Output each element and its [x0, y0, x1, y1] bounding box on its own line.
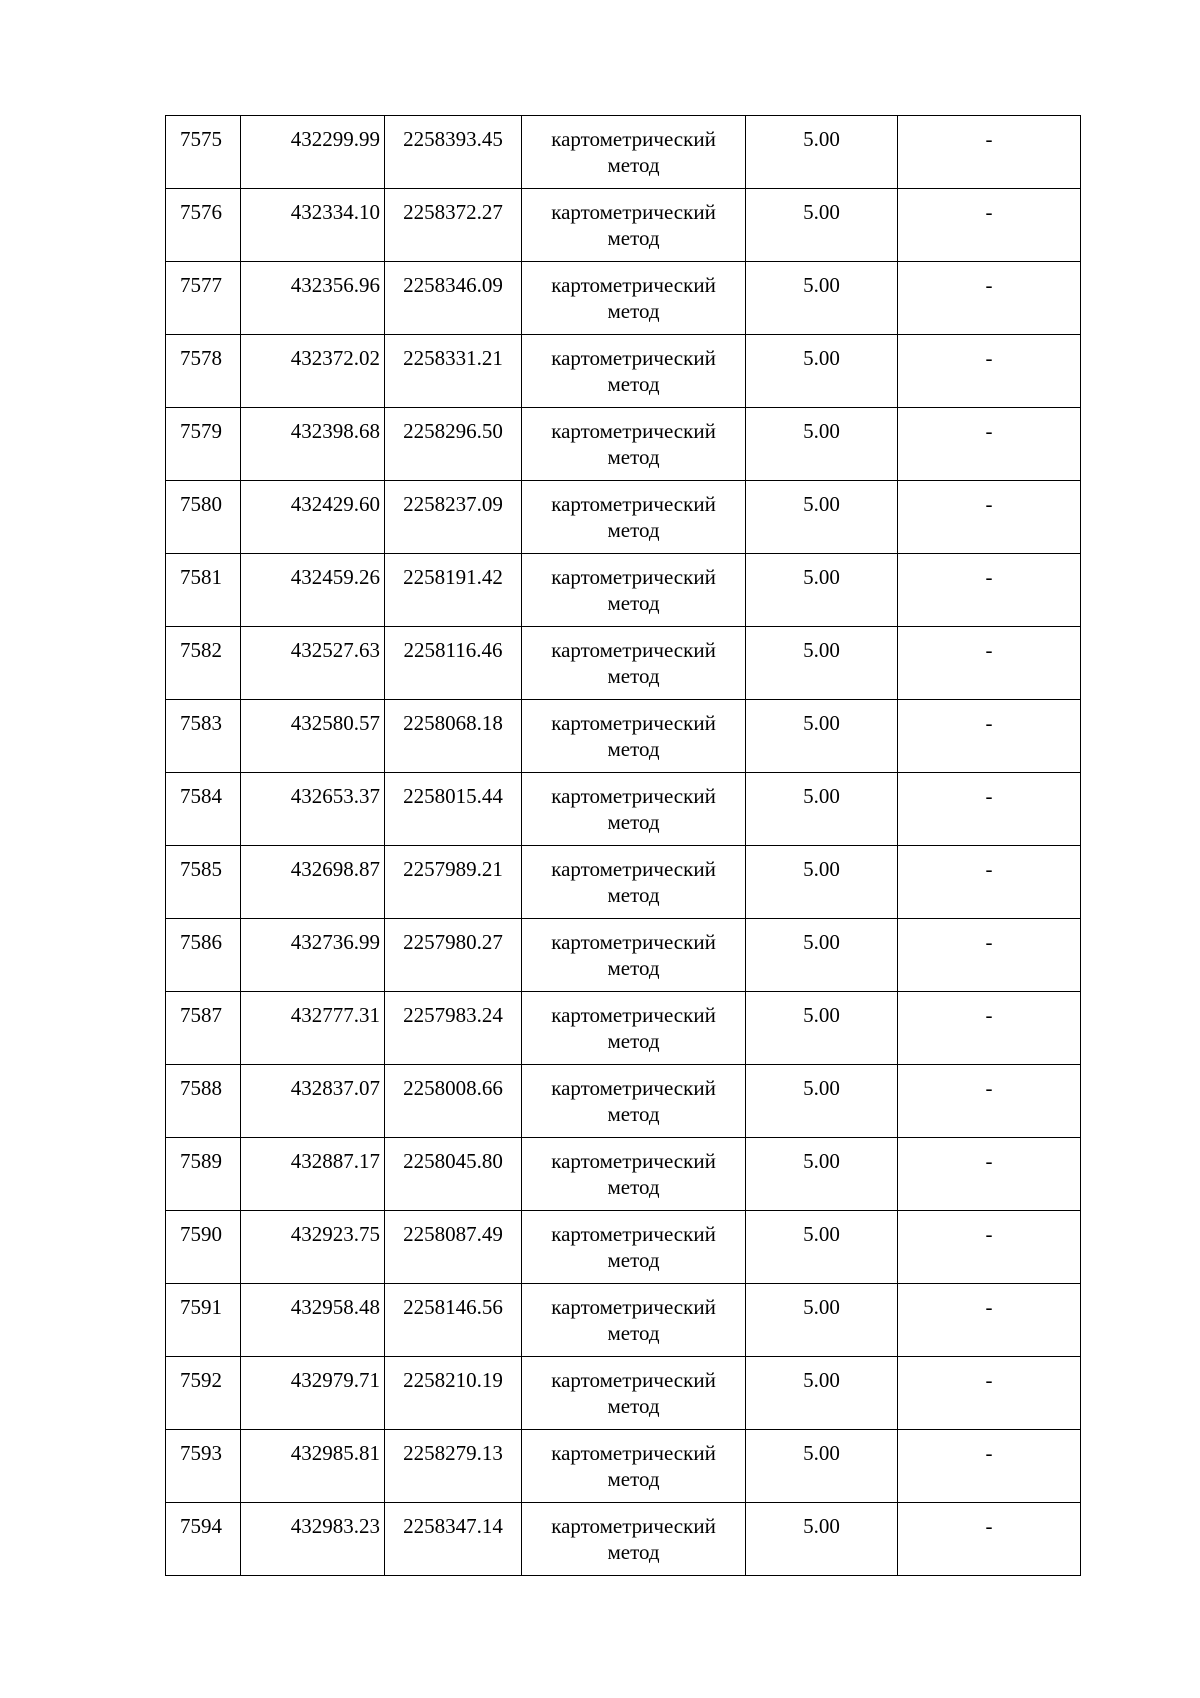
method-cell — [522, 992, 746, 1065]
method-text-line2: метод — [607, 1467, 660, 1491]
y-coordinate-cell — [385, 1503, 522, 1576]
description-text: - — [985, 1514, 993, 1538]
method-text-line1: картометрический — [551, 1003, 716, 1027]
y-coordinate-cell — [385, 992, 522, 1065]
description-text: - — [985, 784, 993, 808]
method-text-line1: картометрический — [551, 273, 716, 297]
point-number-text: 7575 — [180, 127, 222, 151]
method-cell — [522, 481, 746, 554]
method-text-line2: метод — [607, 1102, 660, 1126]
method-text-line1: картометрический — [551, 200, 716, 224]
method-cell — [522, 1503, 746, 1576]
x-coordinate-text: 432777.31 — [290, 1003, 380, 1027]
table-row — [166, 1065, 1081, 1138]
description-cell — [898, 1065, 1081, 1138]
accuracy-text: 5.00 — [803, 273, 840, 297]
table-row — [166, 992, 1081, 1065]
y-coordinate-text: 2258393.45 — [403, 127, 503, 151]
description-text: - — [985, 1441, 993, 1465]
point-number-cell — [166, 262, 241, 335]
y-coordinate-text: 2258146.56 — [403, 1295, 503, 1319]
accuracy-text: 5.00 — [803, 1295, 840, 1319]
description-text: - — [985, 127, 993, 151]
y-coordinate-text: 2258210.19 — [403, 1368, 503, 1392]
y-coordinate-cell — [385, 1284, 522, 1357]
table-row — [166, 1284, 1081, 1357]
accuracy-cell — [746, 1430, 898, 1503]
accuracy-cell — [746, 700, 898, 773]
x-coordinate-text: 432958.48 — [290, 1295, 380, 1319]
point-number-cell — [166, 335, 241, 408]
point-number-text: 7591 — [180, 1295, 222, 1319]
method-text-line2: метод — [607, 1248, 660, 1272]
description-cell — [898, 262, 1081, 335]
method-text-line2: метод — [607, 518, 660, 542]
method-cell — [522, 1284, 746, 1357]
method-text-line1: картометрический — [551, 784, 716, 808]
y-coordinate-cell — [385, 481, 522, 554]
method-text-line2: метод — [607, 226, 660, 250]
x-coordinate-cell — [241, 116, 385, 189]
description-cell — [898, 1138, 1081, 1211]
x-coordinate-cell — [241, 1430, 385, 1503]
y-coordinate-text: 2258068.18 — [403, 711, 503, 735]
description-cell — [898, 773, 1081, 846]
description-cell — [898, 554, 1081, 627]
y-coordinate-text: 2258237.09 — [403, 492, 503, 516]
x-coordinate-cell — [241, 1503, 385, 1576]
point-number-cell — [166, 700, 241, 773]
method-text-line1: картометрический — [551, 638, 716, 662]
accuracy-cell — [746, 1211, 898, 1284]
description-text: - — [985, 1368, 993, 1392]
y-coordinate-cell — [385, 1357, 522, 1430]
x-coordinate-text: 432334.10 — [290, 200, 380, 224]
point-number-cell — [166, 846, 241, 919]
description-cell — [898, 189, 1081, 262]
method-text-line2: метод — [607, 1394, 660, 1418]
point-number-cell — [166, 1211, 241, 1284]
point-number-cell — [166, 1503, 241, 1576]
point-number-cell — [166, 554, 241, 627]
x-coordinate-text: 432356.96 — [290, 273, 380, 297]
y-coordinate-text: 2257989.21 — [403, 857, 503, 881]
method-text-line1: картометрический — [551, 1295, 716, 1319]
y-coordinate-cell — [385, 408, 522, 481]
accuracy-cell — [746, 335, 898, 408]
method-cell — [522, 1430, 746, 1503]
description-cell — [898, 1430, 1081, 1503]
method-cell — [522, 335, 746, 408]
accuracy-text: 5.00 — [803, 711, 840, 735]
description-cell — [898, 846, 1081, 919]
method-text-line1: картометрический — [551, 1441, 716, 1465]
accuracy-cell — [746, 189, 898, 262]
table-row — [166, 627, 1081, 700]
point-number-cell — [166, 481, 241, 554]
method-text-line1: картометрический — [551, 1076, 716, 1100]
y-coordinate-text: 2258346.09 — [403, 273, 503, 297]
y-coordinate-cell — [385, 773, 522, 846]
x-coordinate-cell — [241, 1211, 385, 1284]
y-coordinate-text: 2258296.50 — [403, 419, 503, 443]
point-number-cell — [166, 1065, 241, 1138]
accuracy-cell — [746, 919, 898, 992]
accuracy-text: 5.00 — [803, 419, 840, 443]
description-text: - — [985, 638, 993, 662]
description-text: - — [985, 711, 993, 735]
point-number-cell — [166, 919, 241, 992]
x-coordinate-text: 432299.99 — [290, 127, 380, 151]
y-coordinate-text: 2258191.42 — [403, 565, 503, 589]
table-body — [166, 116, 1081, 1576]
accuracy-cell — [746, 554, 898, 627]
table-row — [166, 1430, 1081, 1503]
table-row — [166, 335, 1081, 408]
x-coordinate-cell — [241, 1065, 385, 1138]
x-coordinate-text: 432398.68 — [290, 419, 380, 443]
accuracy-text: 5.00 — [803, 1514, 840, 1538]
accuracy-cell — [746, 1284, 898, 1357]
point-number-cell — [166, 1357, 241, 1430]
description-text: - — [985, 857, 993, 881]
method-text-line1: картометрический — [551, 419, 716, 443]
point-number-text: 7582 — [180, 638, 222, 662]
point-number-cell — [166, 116, 241, 189]
accuracy-text: 5.00 — [803, 346, 840, 370]
accuracy-cell — [746, 846, 898, 919]
method-cell — [522, 700, 746, 773]
point-number-text: 7594 — [180, 1514, 222, 1538]
method-cell — [522, 627, 746, 700]
method-text-line2: метод — [607, 956, 660, 980]
accuracy-cell — [746, 773, 898, 846]
description-cell — [898, 919, 1081, 992]
accuracy-text: 5.00 — [803, 127, 840, 151]
method-text-line2: метод — [607, 1540, 660, 1564]
method-cell — [522, 189, 746, 262]
point-number-text: 7586 — [180, 930, 222, 954]
point-number-text: 7593 — [180, 1441, 222, 1465]
x-coordinate-cell — [241, 773, 385, 846]
accuracy-cell — [746, 1503, 898, 1576]
y-coordinate-cell — [385, 1065, 522, 1138]
point-number-cell — [166, 627, 241, 700]
accuracy-cell — [746, 481, 898, 554]
description-text: - — [985, 1222, 993, 1246]
y-coordinate-cell — [385, 1138, 522, 1211]
accuracy-cell — [746, 262, 898, 335]
method-text-line1: картометрический — [551, 1368, 716, 1392]
method-text-line2: метод — [607, 445, 660, 469]
accuracy-cell — [746, 1065, 898, 1138]
y-coordinate-cell — [385, 700, 522, 773]
point-number-text: 7592 — [180, 1368, 222, 1392]
point-number-cell — [166, 189, 241, 262]
method-text-line1: картометрический — [551, 1149, 716, 1173]
description-cell — [898, 1284, 1081, 1357]
x-coordinate-cell — [241, 700, 385, 773]
method-cell — [522, 116, 746, 189]
table-row — [166, 408, 1081, 481]
table-row — [166, 773, 1081, 846]
y-coordinate-text: 2258372.27 — [403, 200, 503, 224]
x-coordinate-text: 432372.02 — [290, 346, 380, 370]
accuracy-cell — [746, 627, 898, 700]
description-text: - — [985, 1149, 993, 1173]
description-text: - — [985, 492, 993, 516]
accuracy-cell — [746, 1357, 898, 1430]
method-text-line1: картометрический — [551, 930, 716, 954]
description-cell — [898, 1211, 1081, 1284]
x-coordinate-text: 432459.26 — [290, 565, 380, 589]
description-cell — [898, 1503, 1081, 1576]
coordinates-table — [165, 115, 1081, 1576]
y-coordinate-text: 2257983.24 — [403, 1003, 503, 1027]
method-text-line2: метод — [607, 591, 660, 615]
accuracy-cell — [746, 116, 898, 189]
y-coordinate-cell — [385, 189, 522, 262]
accuracy-text: 5.00 — [803, 1441, 840, 1465]
table-row — [166, 846, 1081, 919]
x-coordinate-cell — [241, 335, 385, 408]
accuracy-text: 5.00 — [803, 492, 840, 516]
accuracy-text: 5.00 — [803, 1003, 840, 1027]
table-row — [166, 1503, 1081, 1576]
accuracy-text: 5.00 — [803, 1222, 840, 1246]
x-coordinate-text: 432653.37 — [290, 784, 380, 808]
x-coordinate-text: 432580.57 — [290, 711, 380, 735]
x-coordinate-text: 432698.87 — [290, 857, 380, 881]
description-text: - — [985, 1076, 993, 1100]
x-coordinate-text: 432887.17 — [290, 1149, 380, 1173]
y-coordinate-cell — [385, 262, 522, 335]
method-cell — [522, 1357, 746, 1430]
method-text-line2: метод — [607, 1175, 660, 1199]
method-cell — [522, 1138, 746, 1211]
description-text: - — [985, 346, 993, 370]
method-text-line1: картометрический — [551, 711, 716, 735]
y-coordinate-cell — [385, 919, 522, 992]
point-number-text: 7577 — [180, 273, 222, 297]
method-text-line1: картометрический — [551, 346, 716, 370]
x-coordinate-text: 432837.07 — [290, 1076, 380, 1100]
point-number-cell — [166, 408, 241, 481]
method-cell — [522, 1065, 746, 1138]
y-coordinate-text: 2258015.44 — [403, 784, 503, 808]
method-text-line1: картометрический — [551, 565, 716, 589]
accuracy-text: 5.00 — [803, 1076, 840, 1100]
point-number-cell — [166, 773, 241, 846]
table-row — [166, 554, 1081, 627]
method-text-line1: картометрический — [551, 1222, 716, 1246]
x-coordinate-cell — [241, 1284, 385, 1357]
accuracy-text: 5.00 — [803, 565, 840, 589]
point-number-text: 7585 — [180, 857, 222, 881]
y-coordinate-text: 2258279.13 — [403, 1441, 503, 1465]
description-cell — [898, 408, 1081, 481]
description-cell — [898, 116, 1081, 189]
x-coordinate-cell — [241, 627, 385, 700]
point-number-text: 7588 — [180, 1076, 222, 1100]
method-text-line2: метод — [607, 810, 660, 834]
method-cell — [522, 554, 746, 627]
y-coordinate-text: 2257980.27 — [403, 930, 503, 954]
table-row — [166, 1138, 1081, 1211]
table-row — [166, 481, 1081, 554]
y-coordinate-cell — [385, 1211, 522, 1284]
point-number-text: 7579 — [180, 419, 222, 443]
description-cell — [898, 335, 1081, 408]
x-coordinate-text: 432736.99 — [290, 930, 380, 954]
x-coordinate-cell — [241, 919, 385, 992]
accuracy-text: 5.00 — [803, 930, 840, 954]
x-coordinate-cell — [241, 1357, 385, 1430]
y-coordinate-text: 2258116.46 — [403, 638, 503, 662]
y-coordinate-cell — [385, 554, 522, 627]
table-row — [166, 700, 1081, 773]
point-number-cell — [166, 1284, 241, 1357]
point-number-text: 7581 — [180, 565, 222, 589]
table-row — [166, 262, 1081, 335]
method-cell — [522, 408, 746, 481]
description-cell — [898, 627, 1081, 700]
point-number-text: 7589 — [180, 1149, 222, 1173]
description-text: - — [985, 1295, 993, 1319]
y-coordinate-cell — [385, 1430, 522, 1503]
method-text-line1: картометрический — [551, 857, 716, 881]
x-coordinate-cell — [241, 554, 385, 627]
x-coordinate-cell — [241, 992, 385, 1065]
accuracy-text: 5.00 — [803, 1368, 840, 1392]
x-coordinate-cell — [241, 481, 385, 554]
method-cell — [522, 846, 746, 919]
table-row — [166, 1211, 1081, 1284]
accuracy-cell — [746, 1138, 898, 1211]
point-number-cell — [166, 1138, 241, 1211]
method-cell — [522, 773, 746, 846]
point-number-cell — [166, 1430, 241, 1503]
description-cell — [898, 1357, 1081, 1430]
y-coordinate-cell — [385, 335, 522, 408]
table-row — [166, 1357, 1081, 1430]
y-coordinate-text: 2258087.49 — [403, 1222, 503, 1246]
method-text-line1: картометрический — [551, 1514, 716, 1538]
description-text: - — [985, 200, 993, 224]
x-coordinate-text: 432983.23 — [290, 1514, 380, 1538]
description-text: - — [985, 1003, 993, 1027]
y-coordinate-cell — [385, 846, 522, 919]
method-text-line2: метод — [607, 1321, 660, 1345]
method-text-line2: метод — [607, 883, 660, 907]
x-coordinate-cell — [241, 846, 385, 919]
method-text-line2: метод — [607, 737, 660, 761]
point-number-text: 7576 — [180, 200, 222, 224]
point-number-text: 7587 — [180, 1003, 222, 1027]
point-number-text: 7578 — [180, 346, 222, 370]
method-text-line2: метод — [607, 664, 660, 688]
method-text-line2: метод — [607, 299, 660, 323]
method-cell — [522, 262, 746, 335]
accuracy-text: 5.00 — [803, 857, 840, 881]
x-coordinate-text: 432985.81 — [290, 1441, 380, 1465]
accuracy-cell — [746, 408, 898, 481]
method-text-line1: картометрический — [551, 492, 716, 516]
table-row — [166, 116, 1081, 189]
point-number-text: 7590 — [180, 1222, 222, 1246]
description-text: - — [985, 565, 993, 589]
accuracy-text: 5.00 — [803, 784, 840, 808]
x-coordinate-cell — [241, 262, 385, 335]
table-row — [166, 919, 1081, 992]
y-coordinate-cell — [385, 627, 522, 700]
description-cell — [898, 700, 1081, 773]
description-text: - — [985, 273, 993, 297]
x-coordinate-text: 432923.75 — [290, 1222, 380, 1246]
method-cell — [522, 1211, 746, 1284]
x-coordinate-text: 432429.60 — [290, 492, 380, 516]
description-cell — [898, 481, 1081, 554]
description-text: - — [985, 419, 993, 443]
point-number-text: 7584 — [180, 784, 222, 808]
description-cell — [898, 992, 1081, 1065]
x-coordinate-cell — [241, 189, 385, 262]
y-coordinate-cell — [385, 116, 522, 189]
x-coordinate-text: 432979.71 — [290, 1368, 380, 1392]
y-coordinate-text: 2258331.21 — [403, 346, 503, 370]
x-coordinate-cell — [241, 408, 385, 481]
accuracy-text: 5.00 — [803, 638, 840, 662]
accuracy-text: 5.00 — [803, 200, 840, 224]
method-text-line2: метод — [607, 372, 660, 396]
method-text-line2: метод — [607, 153, 660, 177]
method-cell — [522, 919, 746, 992]
method-text-line2: метод — [607, 1029, 660, 1053]
table-row — [166, 189, 1081, 262]
method-text-line1: картометрический — [551, 127, 716, 151]
accuracy-text: 5.00 — [803, 1149, 840, 1173]
accuracy-cell — [746, 992, 898, 1065]
description-text: - — [985, 930, 993, 954]
point-number-text: 7583 — [180, 711, 222, 735]
point-number-text: 7580 — [180, 492, 222, 516]
x-coordinate-text: 432527.63 — [290, 638, 380, 662]
y-coordinate-text: 2258008.66 — [403, 1076, 503, 1100]
y-coordinate-text: 2258347.14 — [403, 1514, 503, 1538]
point-number-cell — [166, 992, 241, 1065]
x-coordinate-cell — [241, 1138, 385, 1211]
y-coordinate-text: 2258045.80 — [403, 1149, 503, 1173]
